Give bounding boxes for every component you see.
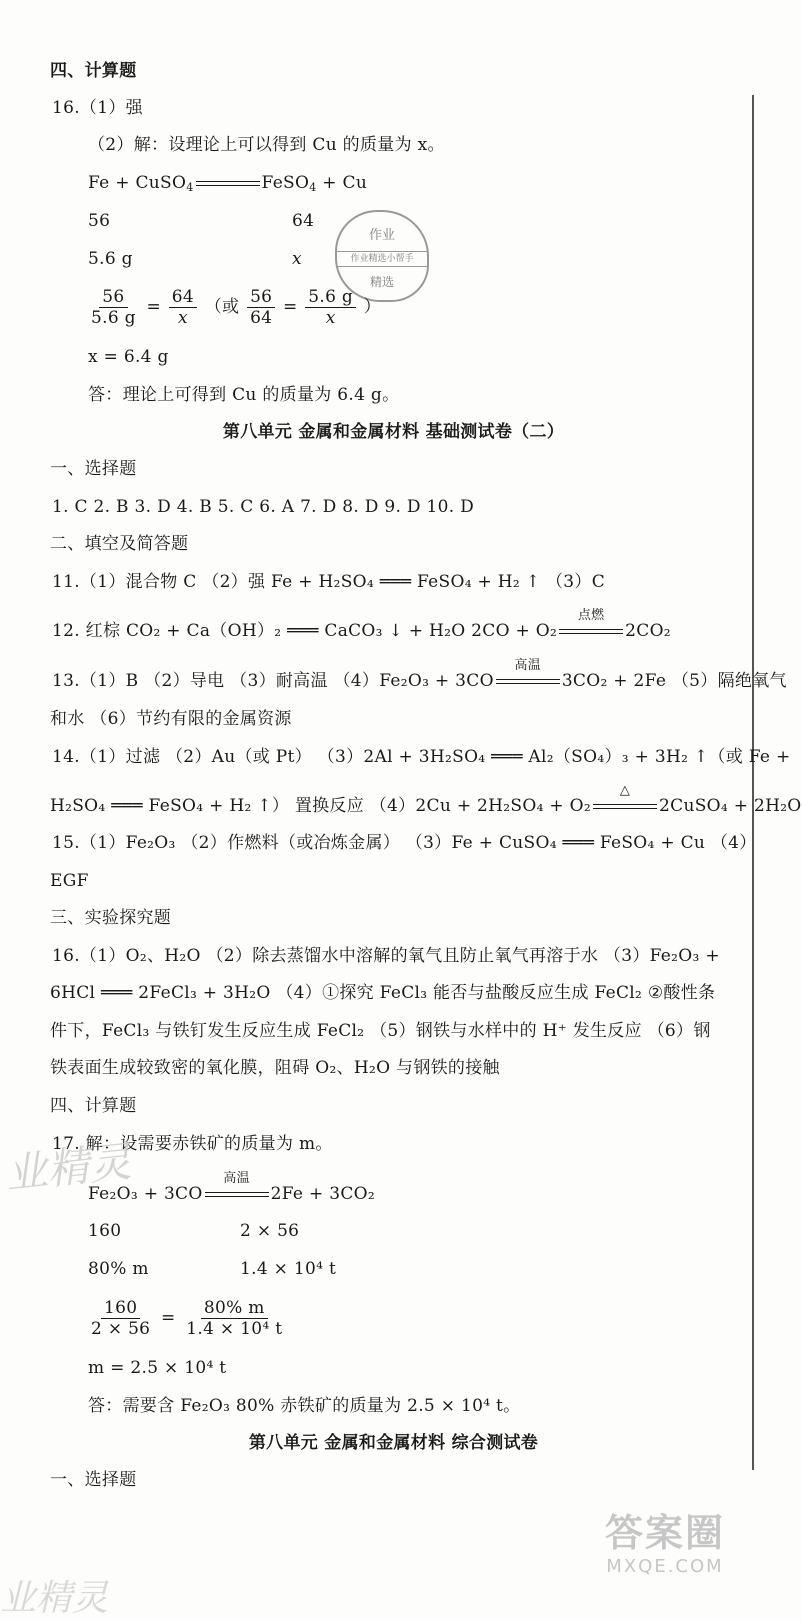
section-heading-fill: 二、填空及简答题 bbox=[50, 534, 189, 554]
q16b-line2: 6HCl ═══ 2FeCl₃ + 3H₂O （4）①探究 FeCl₃ 能否与盐酸反应生成 FeCl₂ ②酸性条 bbox=[50, 983, 716, 1003]
watermark-logo: 答案圈 MXQE.COM bbox=[604, 1510, 725, 1577]
multiple-choice-answers: 1. C 2. B 3. D 4. B 5. C 6. A 7. D 8. D 9. D 10. D bbox=[52, 497, 475, 517]
section-heading-experiment: 三、实验探究题 bbox=[50, 908, 172, 928]
answer-2: 答：需要含 Fe₂O₃ 80% 赤铁矿的质量为 2.5 × 10⁴ t。 bbox=[88, 1396, 521, 1416]
q15-answer-line1: 15.（1）Fe₂O₃ （2）作燃料（或冶炼金属） （3）Fe + CuSO₄ ═══ FeSO₄ + Cu （4） bbox=[52, 833, 757, 853]
q13-answer-line1: 13.（1）B （2）导电 （3）耐高温 （4）Fe₂O₃ + 3CO 高温 3CO₂ + 2Fe （5）隔绝氧气 bbox=[52, 657, 787, 691]
q16b-line1: 16.（1）O₂、H₂O （2）除去蒸馏水中溶解的氧气且防止氧气再溶于水 （3）Fe₂O₃ + bbox=[52, 946, 720, 966]
equation-fe-cuso4: Fe + CuSO$_4$ FeSO$_4$ + Cu bbox=[88, 173, 368, 194]
q16b-line3: 件下，FeCl₃ 与铁钉发生反应生成 FeCl₂ （5）钢铁与水样中的 H⁺ 发生反应 （6）钢 bbox=[50, 1021, 711, 1041]
ratio-5-6g: 5.6 g bbox=[88, 249, 133, 269]
ratio-64: 64 bbox=[292, 211, 315, 231]
q17-setup: 17. 解：设需要赤铁矿的质量为 m。 bbox=[52, 1134, 333, 1154]
equation-fe2o3-co: Fe₂O₃ + 3CO 高温 2Fe + 3CO₂ bbox=[88, 1170, 375, 1204]
q13-answer-line2: 和水 （6）节约有限的金属资源 bbox=[50, 709, 292, 729]
ratio-56: 56 bbox=[88, 211, 111, 231]
proportion-equation: $\frac{56}{5.6 g}$ = $\frac{64}{x}$ （或 $\frac{56}{64}$ = $\frac{5.6 g}{x}$ ） bbox=[91, 287, 382, 328]
proportion-equation-2: $\frac{160}{2 \times 56}$ = $\frac{80\% m}{\text{1.4 × 10⁴ t}}$ bbox=[91, 1298, 283, 1339]
ratio-1-4e4: 1.4 × 10⁴ t bbox=[240, 1259, 337, 1279]
page-edge-rule bbox=[752, 95, 754, 1470]
answer-1: 答：理论上可得到 Cu 的质量为 6.4 g。 bbox=[88, 385, 400, 405]
ratio-2x56: 2 × 56 bbox=[240, 1221, 300, 1241]
result-x: x = 6.4 g bbox=[88, 347, 169, 367]
ratio-x: x bbox=[292, 249, 302, 269]
q11-answer: 11.（1）混合物 C （2）强 Fe + H₂SO₄ ═══ FeSO₄ + H₂ ↑ （3）C bbox=[52, 572, 606, 592]
result-m: m = 2.5 × 10⁴ t bbox=[88, 1358, 227, 1378]
section-heading-choice-2: 一、选择题 bbox=[50, 1470, 137, 1490]
watermark-bottom-left: 业精灵 bbox=[0, 1578, 109, 1619]
ratio-80m: 80% m bbox=[88, 1259, 149, 1279]
homework-stamp: 作业 作业精选小帮手 精选 bbox=[335, 210, 429, 302]
test-title-comprehensive: 第八单元 金属和金属材料 综合测试卷 bbox=[248, 1433, 539, 1453]
q14-answer-line2: H₂SO₄ ═══ FeSO₄ + H₂ ↑） 置换反应 （4）2Cu + 2H₂SO₄ + O₂ △ 2CuSO₄ + 2H₂O bbox=[50, 782, 802, 816]
q16-part1: 16.（1）强 bbox=[52, 98, 143, 118]
q14-answer-line1: 14.（1）过滤 （2）Au（或 Pt） （3）2Al + 3H₂SO₄ ═══ Al₂（SO₄）₃ + 3H₂ ↑（或 Fe + bbox=[52, 747, 791, 767]
q12-answer: 12. 红棕 CO₂ + Ca（OH）₂ ═══ CaCO₃ ↓ + H₂O 2CO + O₂ 点燃 2CO₂ bbox=[52, 607, 671, 641]
ratio-160: 160 bbox=[88, 1221, 122, 1241]
section-heading-calc-2: 四、计算题 bbox=[50, 1096, 137, 1116]
section-heading-calc: 四、计算题 bbox=[50, 61, 137, 81]
q15-answer-line2: EGF bbox=[50, 871, 89, 891]
watermark-left: 业精灵 bbox=[3, 1136, 134, 1199]
q16-part2-setup: （2）解：设理论上可以得到 Cu 的质量为 x。 bbox=[88, 135, 445, 155]
test-title-basic-2: 第八单元 金属和金属材料 基础测试卷（二） bbox=[222, 422, 565, 442]
section-heading-choice: 一、选择题 bbox=[50, 459, 137, 479]
q16b-line4: 铁表面生成较致密的氧化膜，阻碍 O₂、H₂O 与钢铁的接触 bbox=[50, 1058, 500, 1078]
equals-arrow bbox=[196, 179, 260, 189]
